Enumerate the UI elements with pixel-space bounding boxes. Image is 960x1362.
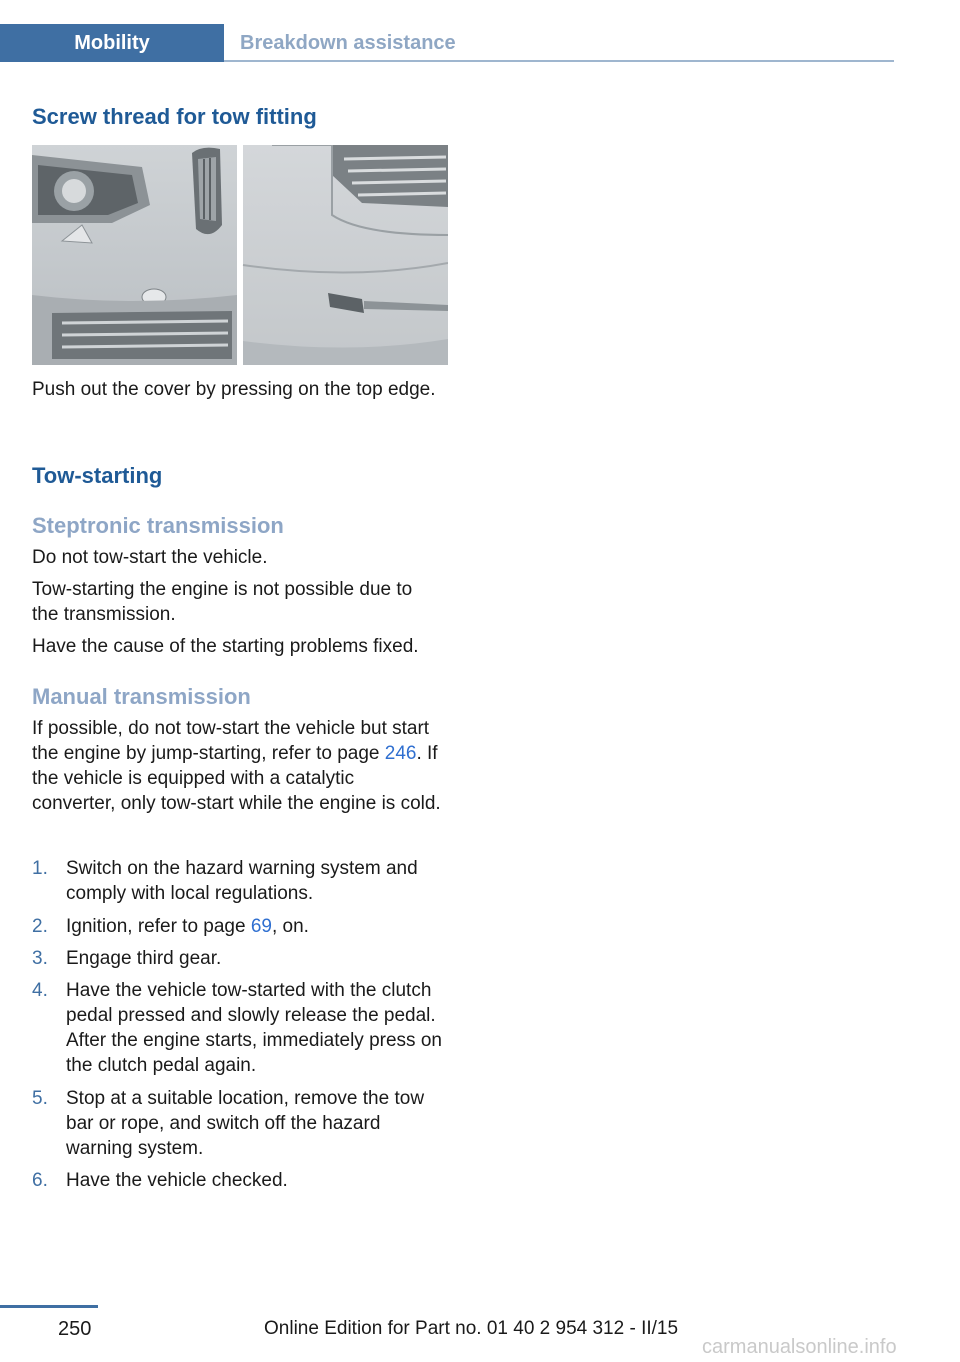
edition-text: Online Edition for Part no. 01 40 2 954 312 - II/15	[264, 1318, 679, 1339]
para-steptronic-2: Tow-starting the engine is not possible due to the transmission.	[32, 579, 413, 625]
page-link-69[interactable]: 69	[250, 916, 272, 937]
heading-manual: Manual transmission	[32, 684, 251, 709]
heading-tow-fitting: Screw thread for tow fitting	[32, 104, 317, 129]
header-rule	[224, 60, 894, 62]
page-link-246[interactable]: 246	[384, 743, 417, 764]
para-steptronic-1: Do not tow-start the vehicle.	[32, 547, 268, 568]
heading-tow-starting: Tow-starting	[32, 463, 163, 488]
section-label: Mobility	[74, 32, 150, 54]
para-manual-intro: If possible, do not tow-start the vehicle but start the engine by jump-starting, refer to page 246. If the vehicle is equipped with a catalytic converter, only tow-start while the engine is cold.	[32, 718, 441, 814]
section-tab	[0, 24, 224, 62]
subsection-label: Breakdown assistance	[240, 32, 456, 54]
page-header	[0, 24, 894, 62]
watermark: carmanualsonline.info	[702, 1336, 897, 1358]
para-steptronic-3: Have the cause of the starting problems fixed.	[32, 636, 419, 657]
tow-fitting-illustration	[32, 145, 448, 365]
footer-rule	[0, 1305, 98, 1308]
page-number: 250	[58, 1318, 92, 1340]
heading-steptronic: Steptronic transmission	[32, 513, 284, 538]
para-push-cover: Push out the cover by pressing on the top edge.	[32, 379, 436, 400]
